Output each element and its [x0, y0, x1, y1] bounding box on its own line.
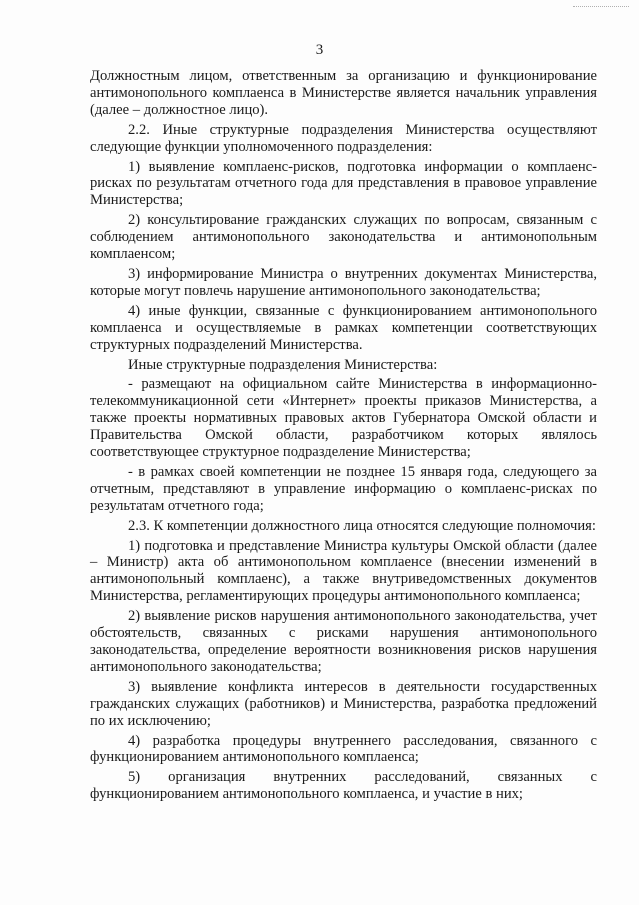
paragraph-function-2: 2) консультирование гражданских служащих по вопросам, связанным с соблюдением антимонопольного законодательства и антимонопольным комплаенсом; [90, 212, 597, 263]
page-number: 3 [315, 42, 324, 58]
paragraph-function-4: 4) иные функции, связанные с функционированием антимонопольного комплаенса и осуществляемые в рамках компетенции соответствующих структурных подразделений Министерства. [90, 302, 597, 353]
scan-mark [573, 6, 629, 8]
paragraph-power-5: 5) организация внутренних расследований, связанных с функционированием антимонопольного комплаенса, и участие в них; [90, 769, 597, 803]
paragraph-responsible-person: Должностным лицом, ответственным за организацию и функционирование антимонопольного комплаенса в Министерстве является начальник управления (далее – должностное лицо). [90, 68, 597, 118]
paragraph-dash-2: - в рамках своей компетенции не позднее 15 января года, следующего за отчетным, представляют в управление информацию о комплаенс-рисках по результатам отчетного года; [90, 463, 597, 514]
paragraph-function-1: 1) выявление комплаенс-рисков, подготовка информации о комплаенс-рисках по результатам отчетного года для представления в правовое управление Министерства; [90, 158, 597, 209]
paragraph-power-1: 1) подготовка и представление Министра культуры Омской области (далее – Министр) акта об антимонопольном комплаенсе (внесении изменений в антимонопольный комплаенс), а также внутриведомственных документов Министерства, регламентирующих процедуры антимонопольного комплаенса; [90, 537, 597, 605]
paragraph-section-2-2: 2.2. Иные структурные подразделения Министерства осуществляют следующие функции уполномоченного подразделения: [90, 121, 597, 155]
paragraph-power-3: 3) выявление конфликта интересов в деятельности государственных гражданских служащих (работников) и Министерства, разработка предложений по их исключению; [90, 678, 597, 729]
paragraph-dash-1: - размещают на официальном сайте Министерства в информационно-телекоммуникационной сети «Интернет» проекты приказов Министерства, а также проекты нормативных правовых актов Губернатора Омской области и Правительства Омской области, разработчиком которых являлось соответствующее структурное подразделение Министерства; [90, 376, 597, 461]
document-body [90, 68, 597, 803]
paragraph-power-2: 2) выявление рисков нарушения антимонопольного законодательства, учет обстоятельств, связанных с рисками нарушения антимонопольного законодательства, определение вероятности возникновения рисков нарушения антимонопольного законодательства; [90, 608, 597, 675]
paragraph-other-divisions: Иные структурные подразделения Министерства: [128, 356, 438, 373]
paragraph-section-2-3: 2.3. К компетенции должностного лица относятся следующие полномочия: [128, 517, 596, 534]
paragraph-power-4: 4) разработка процедуры внутреннего расследования, связанного с функционированием антимонопольного комплаенса; [90, 732, 597, 766]
paragraph-function-3: 3) информирование Министра о внутренних документах Министерства, которые могут повлечь нарушение антимонопольного законодательства; [90, 265, 597, 299]
